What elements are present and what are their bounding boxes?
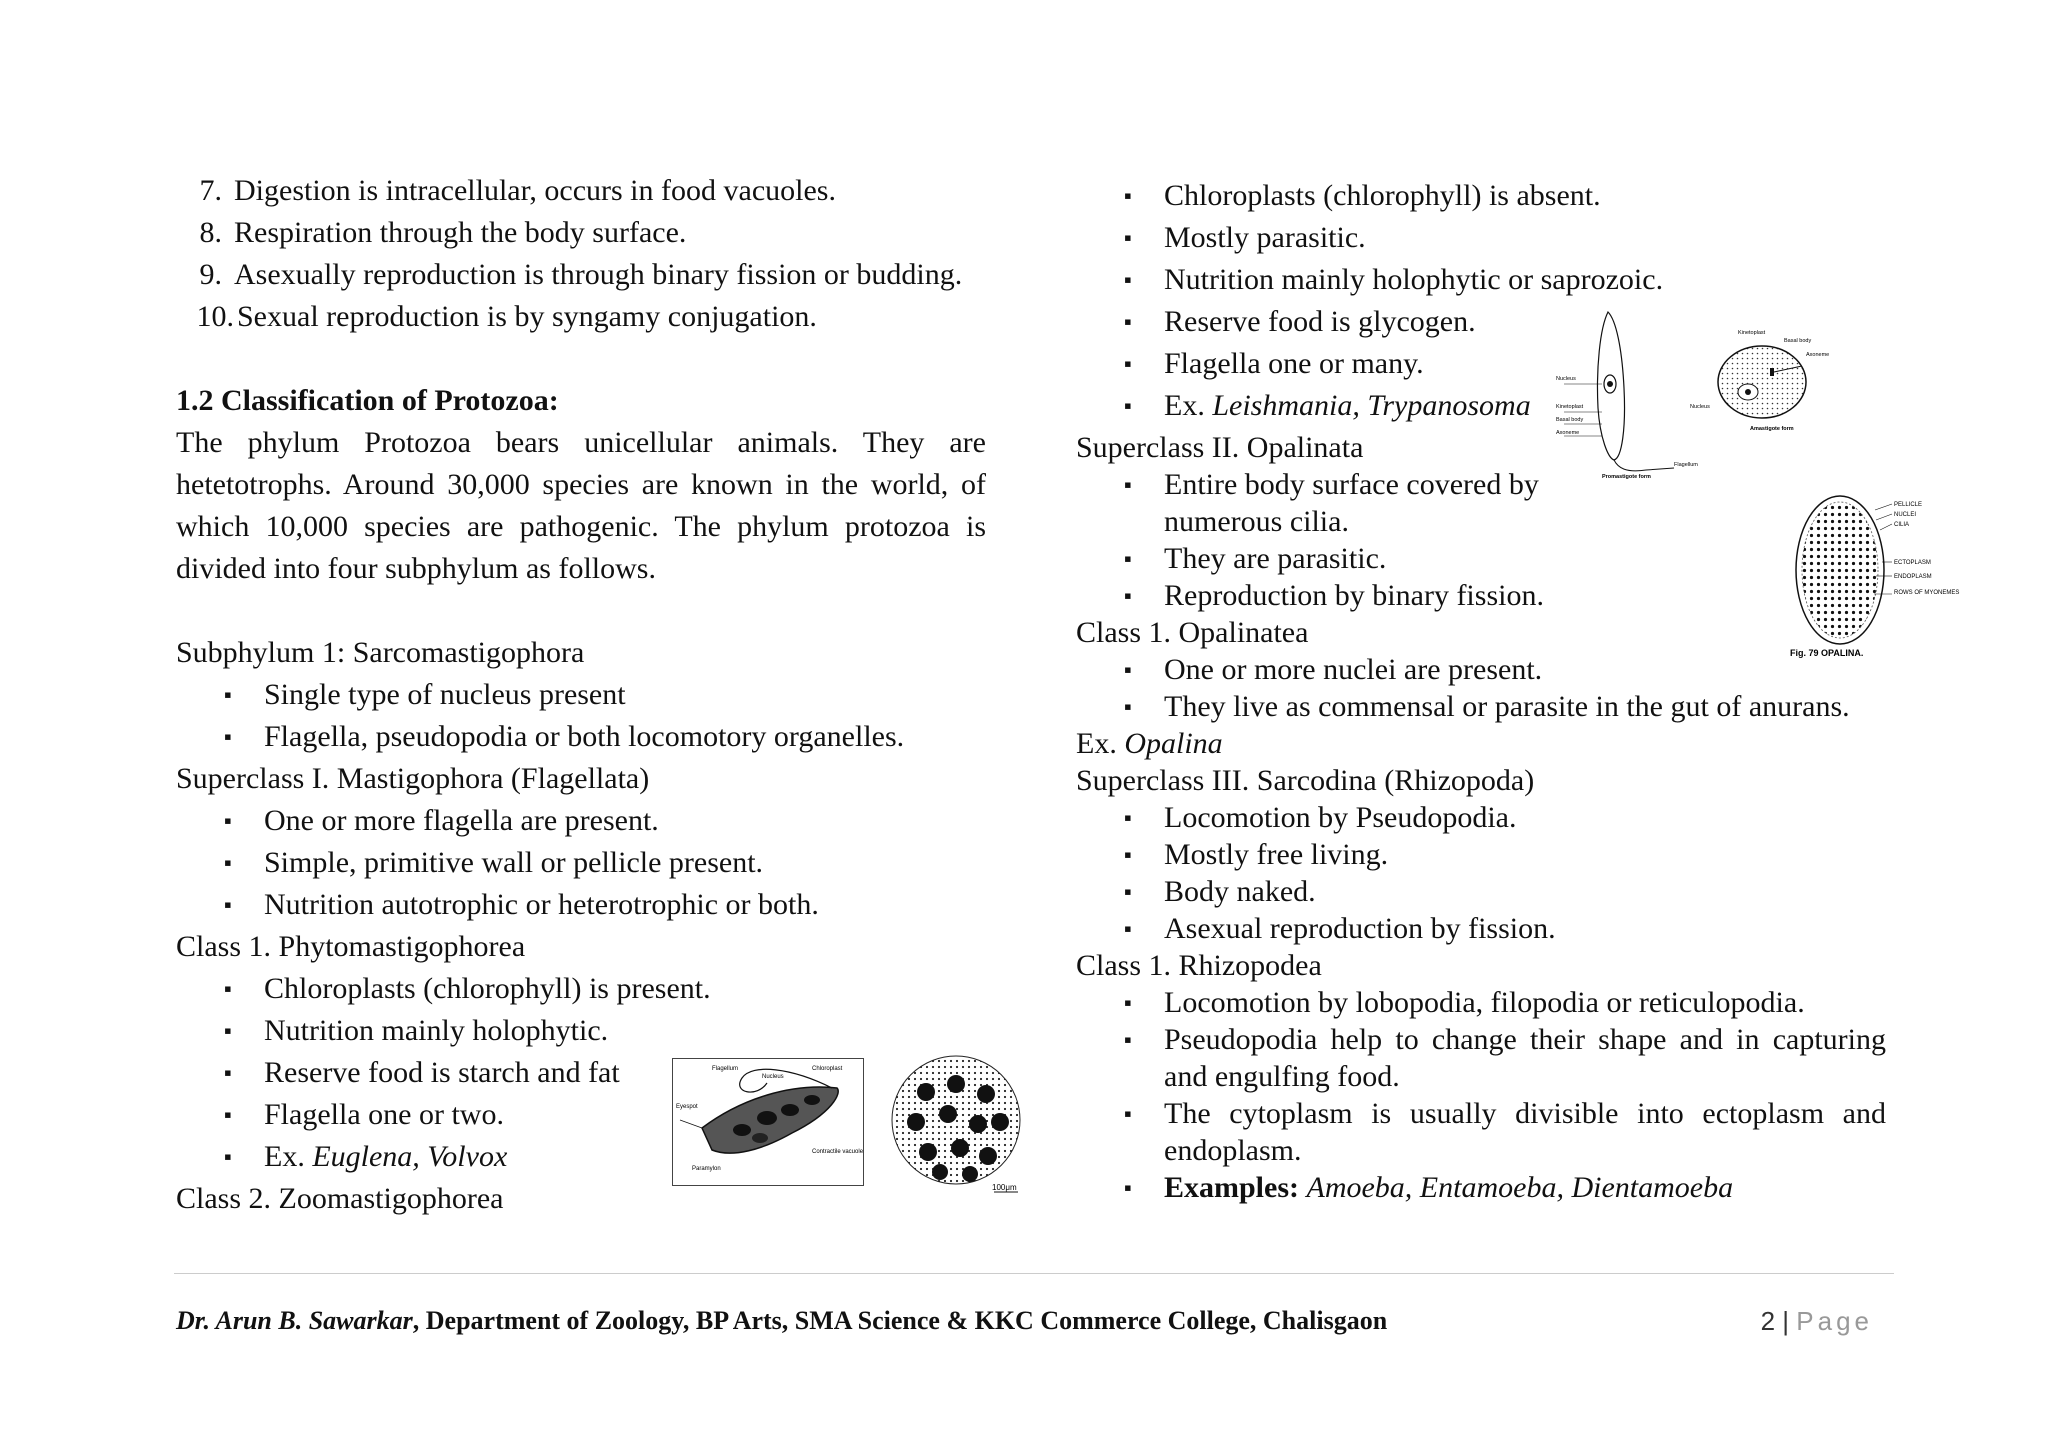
figure-label: Basal body bbox=[1784, 338, 1812, 344]
bullet-icon: ▪ bbox=[1124, 916, 1132, 941]
volvox-figure bbox=[888, 1052, 1028, 1202]
list-item: 9. Asexually reproduction is through binary fission or budding. bbox=[199, 258, 963, 291]
list-item: ▪ Flagella one or many. bbox=[1076, 343, 1886, 385]
euglena-figure bbox=[672, 1058, 864, 1186]
figure-label: Axoneme bbox=[1556, 430, 1580, 436]
bullet-icon: ▪ bbox=[1124, 393, 1132, 418]
list-item: ▪ Ex. Euglena, Volvox bbox=[176, 1136, 986, 1178]
superclass-heading: Superclass II. Opalinata bbox=[1076, 431, 1364, 464]
class-heading: Class 1. Phytomastigophorea bbox=[176, 930, 526, 963]
bullet-icon: ▪ bbox=[1124, 472, 1132, 497]
list-item: ▪ The cytoplasm is usually divisible into ectoplasm and endoplasm. bbox=[1124, 1097, 1886, 1167]
figure-label: NUCLEI bbox=[1894, 512, 1917, 518]
figure-label: Kinetoplast bbox=[1738, 330, 1766, 336]
bullet-icon: ▪ bbox=[1124, 990, 1132, 1015]
figure-label: Axoneme bbox=[1806, 352, 1830, 358]
list-item: ▪ They live as commensal or parasite in the gut of anurans. bbox=[1124, 690, 1850, 723]
bullet-icon: ▪ bbox=[1124, 546, 1132, 571]
list-item: ▪ Reserve food is starch and fat bbox=[176, 1052, 986, 1094]
list-item: ▪ Reserve food is glycogen. bbox=[1076, 301, 1886, 343]
class-heading: Class 2. Zoomastigophorea bbox=[176, 1182, 504, 1215]
bullet-icon: ▪ bbox=[1124, 183, 1132, 208]
list-item: ▪ Ex. Leishmania, Trypanosoma bbox=[1076, 385, 1886, 427]
list-item: ▪ Chloroplasts (chlorophyll) is present. bbox=[176, 968, 986, 1010]
figure-label: Nucleus bbox=[762, 1074, 784, 1080]
scale-label: 100μm bbox=[992, 1183, 1017, 1192]
superclass-heading: Superclass I. Mastigophora (Flagellata) bbox=[176, 762, 650, 795]
bullet-icon: ▪ bbox=[1124, 842, 1132, 867]
list-item: ▪ Flagella one or two. bbox=[176, 1094, 986, 1136]
bullet-icon: ▪ bbox=[1124, 1027, 1132, 1052]
bullet-icon: ▪ bbox=[1124, 225, 1132, 250]
list-item: ▪ Asexual reproduction by fission. bbox=[1124, 912, 1556, 945]
list-item: ▪ Flagella, pseudopodia or both locomotory organelles. bbox=[176, 716, 986, 758]
figure-label: Flagellum bbox=[712, 1066, 739, 1072]
intro-paragraph: The phylum Protozoa bears unicellular animals. They are hetetotrophs. Around 30,000 species are known in the world, of which 10,000 species are pathogenic. The phylum protozoa is divided into four subphylum as follows. bbox=[176, 426, 986, 585]
list-item: ▪ Mostly parasitic. bbox=[1076, 217, 1886, 259]
left-column bbox=[176, 170, 986, 1220]
bullet-icon: ▪ bbox=[224, 1060, 232, 1085]
figure-label: ECTOPLASM bbox=[1894, 560, 1931, 566]
list-item: 7. Digestion is intracellular, occurs in food vacuoles. bbox=[199, 174, 836, 207]
figure-caption: Amastigote form bbox=[1750, 426, 1794, 432]
bullet-icon: ▪ bbox=[224, 808, 232, 833]
list-item: ▪ Locomotion by Pseudopodia. bbox=[1124, 801, 1517, 834]
list-item: ▪ One or more flagella are present. bbox=[176, 800, 986, 842]
figure-label: Nucleus bbox=[1690, 404, 1710, 410]
figure-label: Chloroplast bbox=[812, 1066, 843, 1072]
class-heading: Class 1. Opalinatea bbox=[1076, 616, 1309, 649]
list-item: ▪ They are parasitic. bbox=[1124, 542, 1387, 575]
bullet-icon: ▪ bbox=[224, 1144, 232, 1169]
bullet-icon: ▪ bbox=[1124, 879, 1132, 904]
list-item: ▪ Nutrition autotrophic or heterotrophic or both. bbox=[176, 884, 986, 926]
figure-label: Paramylon bbox=[692, 1166, 721, 1172]
bullet-icon: ▪ bbox=[224, 1018, 232, 1043]
list-item: ▪ Single type of nucleus present bbox=[176, 674, 986, 716]
footer-author: Dr. Arun B. Sawarkar bbox=[176, 1306, 413, 1335]
list-item: ▪ Chloroplasts (chlorophyll) is absent. bbox=[1076, 175, 1886, 217]
bullet-icon: ▪ bbox=[1124, 694, 1132, 719]
figure-label: ROWS OF MYONEMES bbox=[1894, 590, 1960, 596]
list-item: 10. Sexual reproduction is by syngamy conjugation. bbox=[196, 300, 817, 333]
figure-caption: Fig. 79 OPALINA. bbox=[1790, 648, 1864, 658]
bullet-icon: ▪ bbox=[1124, 309, 1132, 334]
figure-label: PELLICLE bbox=[1894, 502, 1923, 508]
list-item: ▪ Body naked. bbox=[1124, 875, 1316, 908]
footer-divider bbox=[174, 1273, 1894, 1274]
figure-label: Flagellum bbox=[1674, 462, 1698, 468]
bullet-icon: ▪ bbox=[1124, 805, 1132, 830]
bullet-icon: ▪ bbox=[224, 976, 232, 1001]
figure-label: Contractile vacuole bbox=[812, 1149, 864, 1155]
superclass-heading: Superclass III. Sarcodina (Rhizopoda) bbox=[1076, 764, 1535, 797]
trypanosoma-figure bbox=[1556, 308, 1696, 480]
figure-label: Eyespot bbox=[676, 1104, 698, 1110]
list-item: ▪ Entire body surface covered by numerous cilia. bbox=[1124, 468, 1539, 538]
footer-department: , Department of Zoology, BP Arts, SMA Science & KKC Commerce College, Chalisgaon bbox=[412, 1306, 1388, 1335]
figure-label: ENDOPLASM bbox=[1894, 574, 1932, 580]
list-item: ▪ One or more nuclei are present. bbox=[1124, 653, 1543, 686]
section-heading: 1.2 Classification of Protozoa: bbox=[176, 384, 559, 417]
footer bbox=[176, 1306, 1876, 1336]
bullet-icon: ▪ bbox=[224, 724, 232, 749]
bullet-icon: ▪ bbox=[1124, 1175, 1132, 1200]
bullet-icon: ▪ bbox=[224, 682, 232, 707]
bullet-icon: ▪ bbox=[1124, 1101, 1132, 1126]
list-item: ▪ Nutrition mainly holophytic. bbox=[176, 1010, 986, 1052]
figure-label: Nucleus bbox=[1556, 376, 1576, 382]
figure-caption: Promastigote form bbox=[1602, 474, 1651, 480]
list-item: ▪ Pseudopodia help to change their shape and in capturing and engulfing food. bbox=[1124, 1023, 1886, 1093]
bullet-icon: ▪ bbox=[1124, 267, 1132, 292]
amastigote-figure bbox=[1690, 326, 1840, 436]
list-item: 8. Respiration through the body surface. bbox=[199, 216, 687, 249]
bullet-icon: ▪ bbox=[224, 850, 232, 875]
bullet-icon: ▪ bbox=[1124, 583, 1132, 608]
figure-label: Basal body bbox=[1556, 417, 1584, 423]
class-heading: Class 1. Rhizopodea bbox=[1076, 949, 1322, 982]
subphylum-heading: Subphylum 1: Sarcomastigophora bbox=[176, 636, 585, 669]
bullet-icon: ▪ bbox=[224, 892, 232, 917]
page-number: 2 | Page bbox=[1760, 1306, 1873, 1336]
bullet-icon: ▪ bbox=[1124, 657, 1132, 682]
list-item: ▪ Reproduction by binary fission. bbox=[1124, 579, 1544, 612]
bullet-icon: ▪ bbox=[224, 1102, 232, 1127]
list-item: ▪ Nutrition mainly holophytic or saprozoic. bbox=[1076, 259, 1886, 301]
list-item: ▪ Examples: Amoeba, Entamoeba, Dientamoeba bbox=[1124, 1171, 1734, 1204]
list-item: ▪ Simple, primitive wall or pellicle present. bbox=[176, 842, 986, 884]
list-item: ▪ Mostly free living. bbox=[1124, 838, 1389, 871]
figure-label: Kinetoplast bbox=[1556, 404, 1584, 410]
opalina-figure bbox=[1780, 490, 1960, 660]
bullet-icon: ▪ bbox=[1124, 351, 1132, 376]
figure-label: CILIA bbox=[1894, 522, 1910, 528]
list-item: ▪ Locomotion by lobopodia, filopodia or reticulopodia. bbox=[1124, 986, 1805, 1019]
example-line: Ex. Opalina bbox=[1076, 727, 1223, 760]
